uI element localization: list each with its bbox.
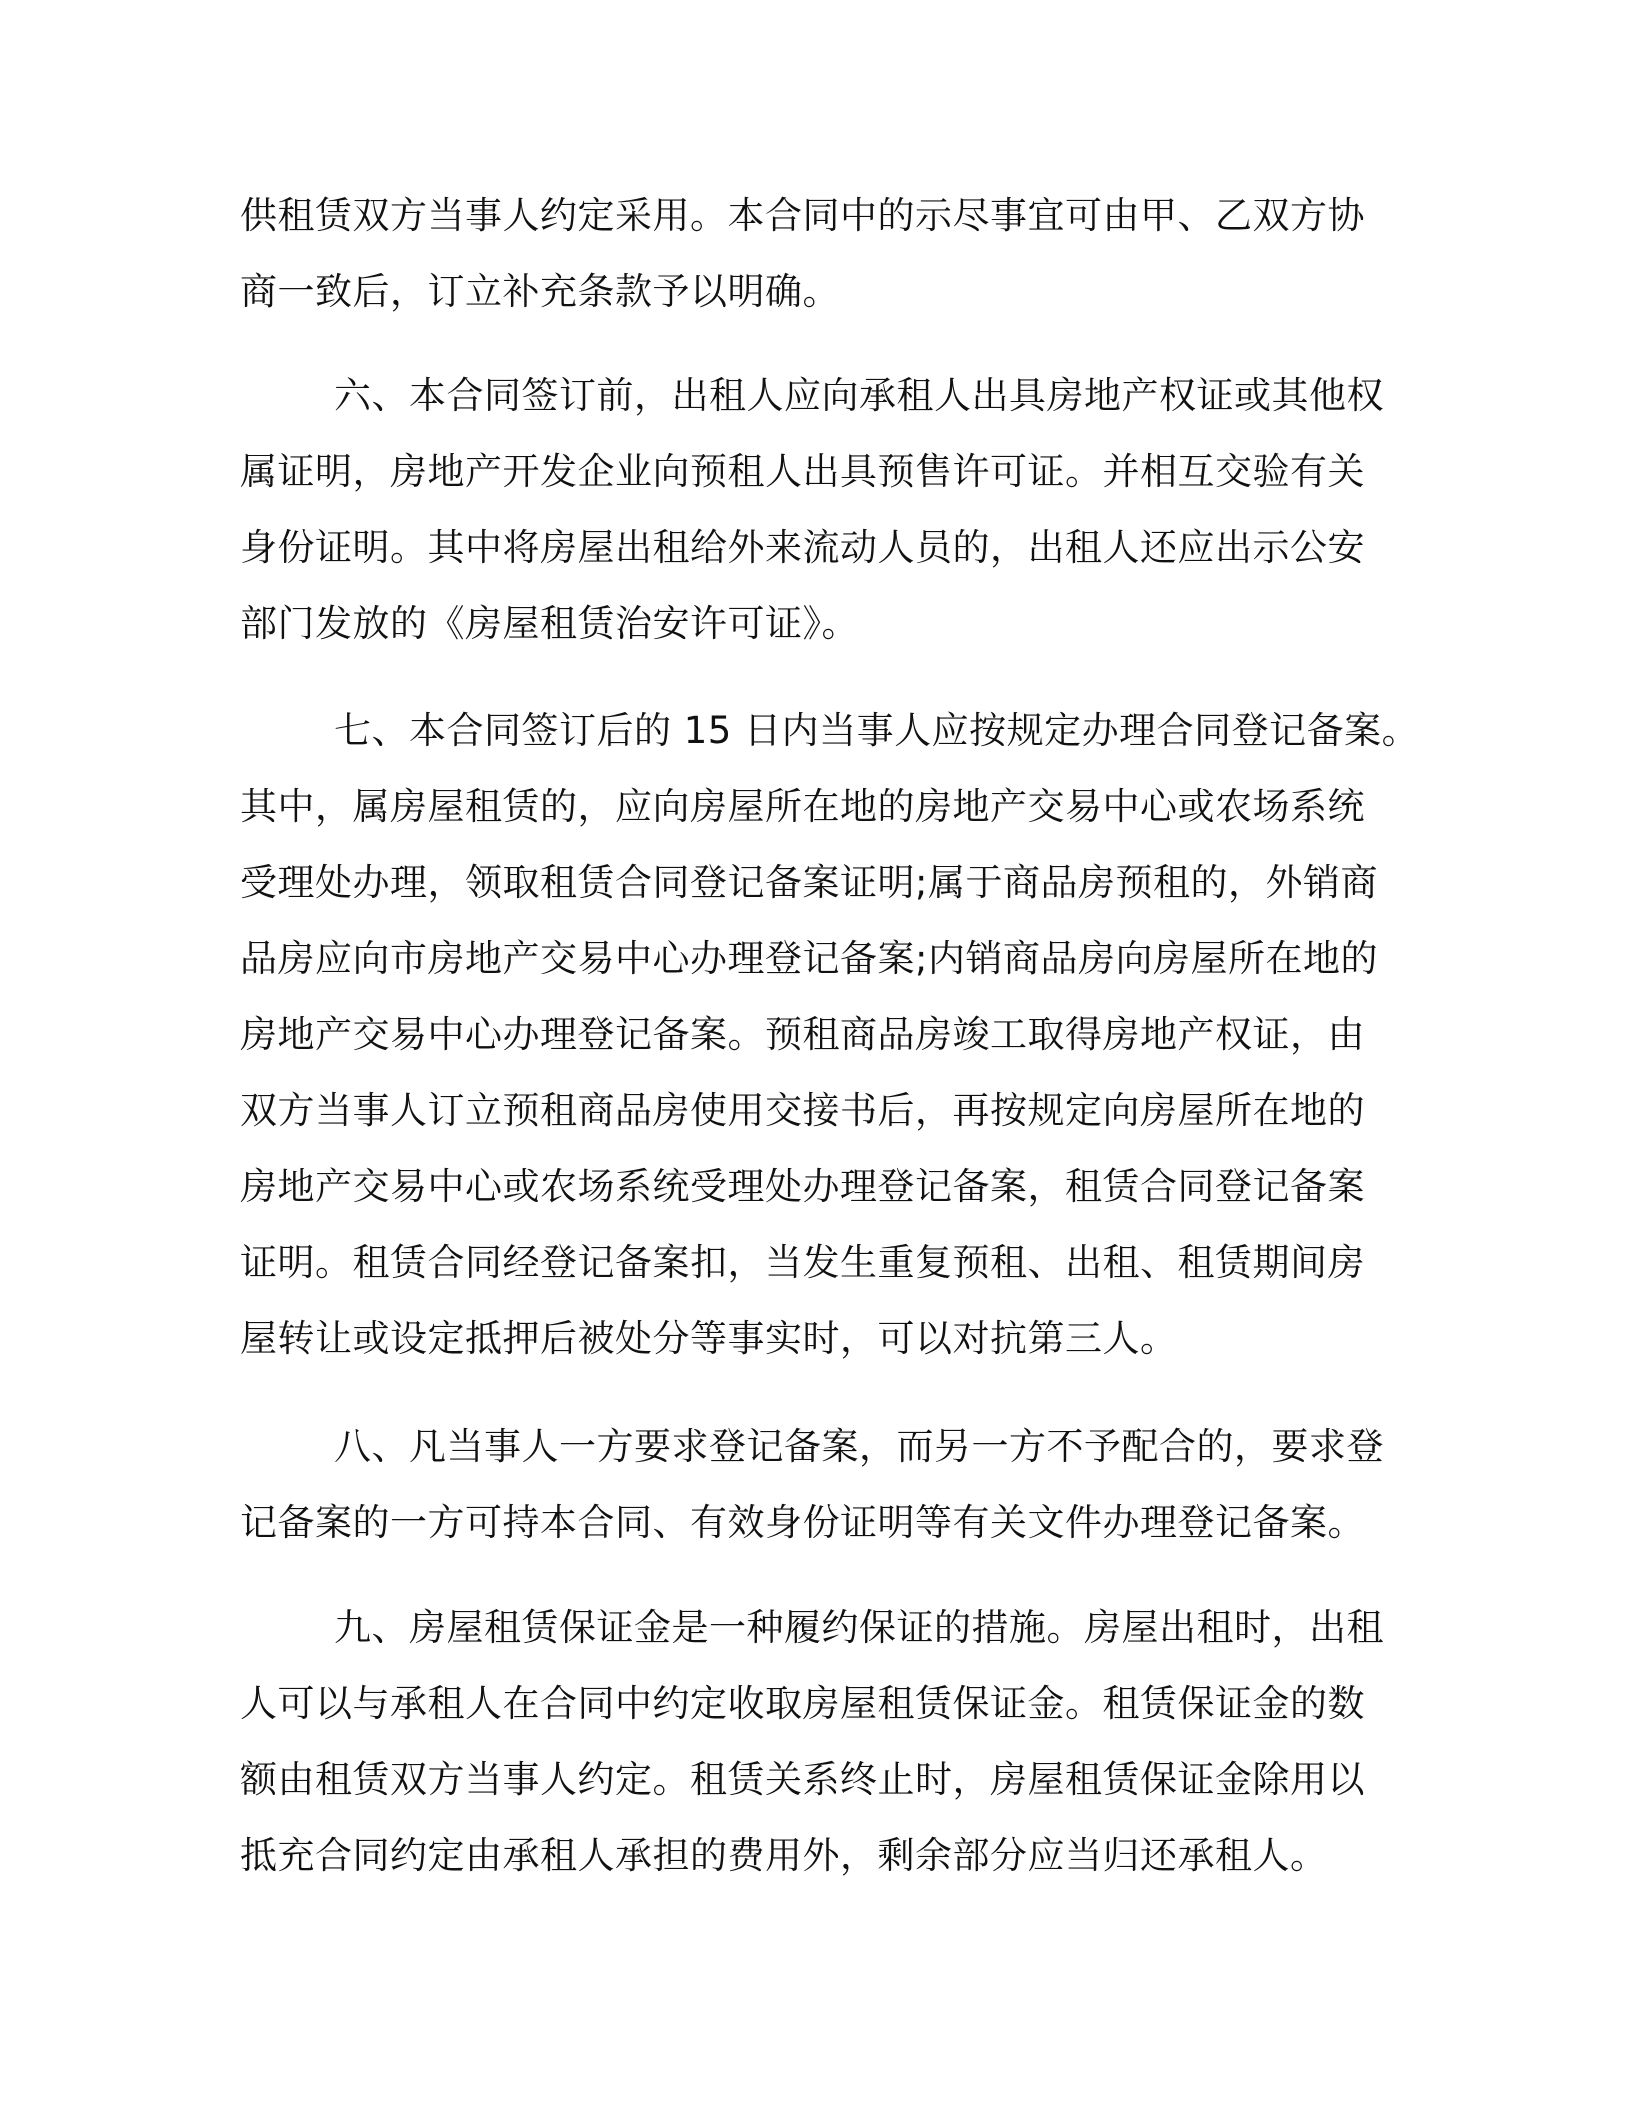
paragraph-continued — [240, 178, 1365, 330]
paragraph-clause-8 — [240, 1409, 1384, 1561]
text-line: 其中，属房屋租赁的，应向房屋所在地的房地产交易中心或农场系统 — [240, 785, 1365, 828]
text-line: 身份证明。其中将房屋出租给外来流动人员的，出租人还应出示公安 — [240, 526, 1365, 569]
text-line: 房地产交易中心办理登记备案。预租商品房竣工取得房地产权证，由 — [240, 1013, 1365, 1056]
text-line: 人可以与承租人在合同中约定收取房屋租赁保证金。租赁保证金的数 — [240, 1682, 1365, 1725]
text-line: 七、本合同签订后的 15 日内当事人应按规定办理合同登记备案。 — [334, 709, 1420, 752]
text-line: 供租赁双方当事人约定采用。本合同中的示尽事宜可由甲、乙双方协 — [240, 194, 1365, 237]
paragraph-clause-7 — [240, 693, 1419, 1377]
text-line: 九、房屋租赁保证金是一种履约保证的措施。房屋出租时，出租 — [334, 1606, 1384, 1649]
text-line: 六、本合同签订前，出租人应向承租人出具房地产权证或其他权 — [334, 374, 1384, 417]
text-line: 八、凡当事人一方要求登记备案，而另一方不予配合的，要求登 — [334, 1425, 1384, 1468]
text-line: 抵充合同约定由承租人承担的费用外，剩余部分应当归还承租人。 — [240, 1834, 1328, 1877]
text-line: 属证明，房地产开发企业向预租人出具预售许可证。并相互交验有关 — [240, 450, 1365, 493]
text-line: 额由租赁双方当事人约定。租赁关系终止时，房屋租赁保证金除用以 — [240, 1758, 1365, 1801]
text-line: 品房应向市房地产交易中心办理登记备案;内销商品房向房屋所在地的 — [240, 937, 1378, 980]
text-line: 房地产交易中心或农场系统受理处办理登记备案，租赁合同登记备案 — [240, 1165, 1365, 1208]
text-line: 商一致后，订立补充条款予以明确。 — [240, 270, 840, 313]
paragraph-clause-9 — [240, 1590, 1384, 1894]
text-line: 双方当事人订立预租商品房使用交接书后，再按规定向房屋所在地的 — [240, 1089, 1365, 1132]
paragraph-clause-6 — [240, 358, 1384, 662]
text-line: 证明。租赁合同经登记备案扣，当发生重复预租、出租、租赁期间房 — [240, 1241, 1365, 1284]
text-line: 屋转让或设定抵押后被处分等事实时，可以对抗第三人。 — [240, 1317, 1178, 1360]
text-line: 记备案的一方可持本合同、有效身份证明等有关文件办理登记备案。 — [240, 1501, 1365, 1544]
text-line: 受理处办理，领取租赁合同登记备案证明;属于商品房预租的，外销商 — [240, 861, 1378, 904]
text-line: 部门发放的《房屋租赁治安许可证》。 — [240, 602, 859, 645]
